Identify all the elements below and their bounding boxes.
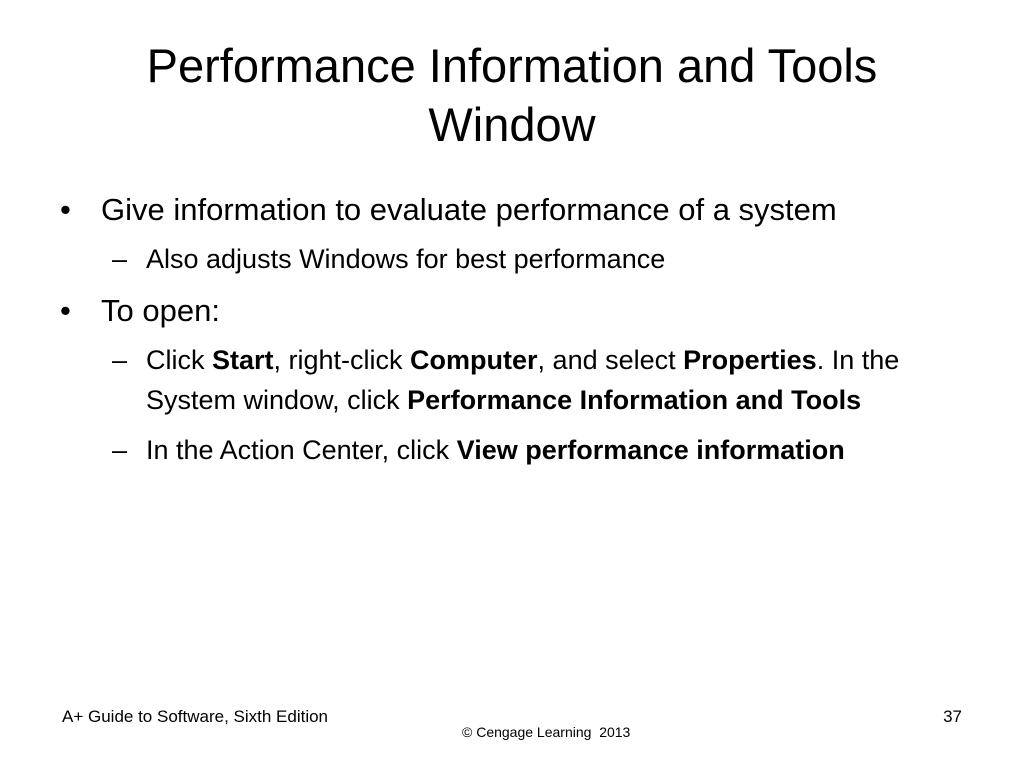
sub-bullet-marker: – — [112, 244, 128, 274]
sub-bullet-text: Also adjusts Windows for best performance — [146, 244, 666, 274]
bullet-marker: • — [60, 293, 71, 328]
text-segment: . In the System window, click — [146, 345, 900, 415]
sub-bullet-marker: – — [112, 435, 128, 465]
text-segment: , right-click — [273, 345, 411, 375]
sub-bullet-item — [100, 239, 938, 279]
bullet-marker: • — [60, 192, 71, 227]
sub-bullet-item — [100, 430, 938, 470]
footer-copyright: © Cengage Learning 2013 — [462, 724, 631, 740]
sub-bullet-text — [146, 345, 899, 415]
sub-bullet-marker: – — [112, 345, 128, 375]
text-segment: , and select — [537, 345, 684, 375]
bold-text-segment: Properties — [683, 345, 817, 375]
bullet-item — [58, 188, 938, 231]
bullet-item — [58, 289, 938, 332]
bold-text-segment: Start — [212, 345, 274, 375]
bullet-text: Give information to evaluate performance of a system — [101, 192, 837, 227]
footer-page-number: 37 — [943, 707, 962, 726]
bold-text-segment: Performance Information and Tools — [407, 385, 862, 415]
slide-body — [58, 188, 938, 480]
sub-bullet-item — [100, 340, 938, 420]
bullet-text: To open: — [101, 293, 220, 328]
bold-text-segment: Computer — [410, 345, 538, 375]
text-segment: In the Action Center, click — [146, 435, 457, 465]
slide-title: Performance Information and Tools Window — [146, 39, 878, 151]
bold-text-segment: View performance information — [456, 435, 845, 465]
footer-book-title: A+ Guide to Software, Sixth Edition — [62, 707, 329, 726]
sub-bullet-text — [146, 435, 845, 465]
text-segment: Click — [146, 345, 212, 375]
